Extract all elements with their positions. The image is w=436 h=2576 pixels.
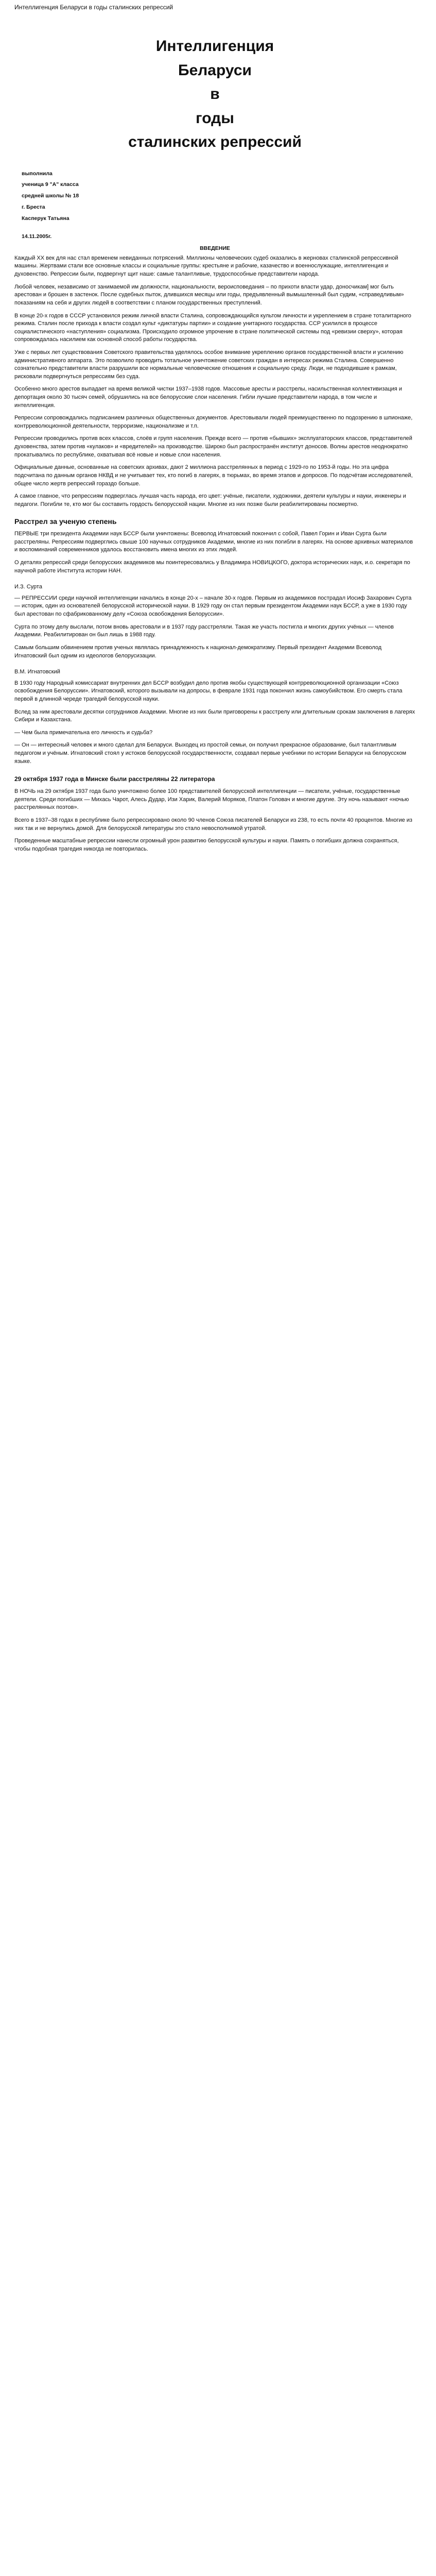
title-line-1: Интеллигенция xyxy=(155,38,274,55)
paragraph: — Он — интересный человек и много сделал для Беларуси. Выходец из простой семьи, он получил прекрасное образование, был талантливым педагогом и учёным. Игнатовский стоял у истоков белорусской государственности, создавал первые учебники по истории Беларуси на белорусском языке. xyxy=(14,742,407,765)
meta-line: г. Бреста xyxy=(22,204,45,211)
paragraph: О деталях репрессий среди белорусских академиков мы поинтересовались у Владимира НОВИЦКОГО, доктора исторических наук, и.о. секретаря по научной работе Института истории НАН. xyxy=(14,560,410,574)
meta-line: выполнила xyxy=(22,170,53,177)
paragraph: Репрессии сопровождались подписанием различных общественных документов. Арестовывали людей преимущественно по подозрению в шпионаже, контрреволюционной деятельности, терроризме, национализме и т.п. xyxy=(14,415,413,429)
section-body xyxy=(14,788,415,853)
meta-line: ученица 9 "А" класса xyxy=(22,181,79,188)
paragraph: Всего в 1937–38 годах в республике было репрессировано около 90 членов Союза писателей Беларуси из 238, то есть почти 40 процентов. Многие из них так и не вернулись домой. Для белорусской литературы это стало невосполнимой утратой. xyxy=(14,817,412,832)
paragraph: Уже с первых лет существования Советского правительства уделялось особое внимание укреплению органов государственной власти и усилению административного аппарата. Это позволило проводить тотальное уничтожение советских граждан в интересах режима Сталина. Совершенно сознательно представители власти разрушили все нормальные человеческие отношения и социальную среду. Люди, не подходившие к рамкам, рисковали подвергнуться репрессиям без суда. xyxy=(14,349,404,380)
paragraph: Каждый ХХ век для нас стал временем невиданных потрясений. Миллионы человеческих судеб оказались в жерновах сталинской репрессивной машины. Жертвами стали все основные классы и социальные группы: крестьяне и рабочие, казачество и военнослужащие, интеллигенция и духовенство. Репрессии были, подвергнут щит наше: самые талантливые, трудоспособные представители народа. xyxy=(14,255,398,278)
section-body xyxy=(14,530,415,575)
paragraph: — Чем была примечательна его личность и судьба? xyxy=(14,729,153,736)
title-line-5: сталинских репрессий xyxy=(128,133,302,151)
document-date: 14.11.2005г. xyxy=(22,233,52,240)
paragraph: А самое главное, что репрессиям подверглась лучшая часть народа, его цвет: учёные, писатели, художники, деятели культуры и науки, инженеры и педагоги. Погибли те, кто мог бы составить гордость белорусской нации. Многие из них позже были реабилитированы посмертно. xyxy=(14,493,406,507)
intro-heading: ВВЕДЕНИЕ xyxy=(200,245,230,251)
subsection-heading: В.М. Игнатовский xyxy=(14,669,60,675)
paragraph: Вслед за ним арестовали десятки сотрудников Академии. Многие из них были приговорены к расстрелу или длительным срокам заключения в лагерях Сибири и Казахстана. xyxy=(14,708,415,723)
paragraph: Проведенные масштабные репрессии нанесли огромный урон развитию белорусской культуры и науки. Память о погибших должна сохраняться, чтобы подобная трагедия никогда не повторилась. xyxy=(14,838,399,852)
paragraph: Официальные данные, основанные на советских архивах, дают 2 миллиона расстрелянных в период с 1929-го по 1953-й годы. Но эта цифра подсчитана по данным органов НКВД и не учитывает тех, кто погиб в лагерях, в тюрьмах, во время этапов и допросов. По подсчётам исследователей, общее число жертв репрессий гораздо больше. xyxy=(14,464,413,487)
paragraph: ПЕРВЫЕ три президента Академии наук БССР были уничтожены: Всеволод Игнатовский покончил с собой, Павел Горин и Иван Сурта были расстреляны. Репрессиям подверглись свыше 100 научных сотрудников Академии, многие из них погибли в лагерях. На основе архивных материалов и воспоминаний современников удалось восстановить имена многих из этих людей. xyxy=(14,531,413,553)
section-body xyxy=(14,680,415,766)
paragraph: В конце 20-х годов в СССР установился режим личной власти Сталина, сопровождающийся культом личности и укреплением в стране тоталитарного режима. Сталин после прихода к власти создал культ «диктатуры партии» и создание унитарного государства. ССР усилился в процессе социалистического «наступления» социализма. Происходило огромное упрочение в стране политической системы под «ревизии сверху», которая сопровождалась насилием как основной способ работы государства. xyxy=(14,312,411,343)
section-heading: Расстрел за ученую степень xyxy=(14,517,117,526)
meta-line: средней школы № 18 xyxy=(22,193,79,199)
paragraph: Самым большим обвинением против ученых являлась принадлежность к национал-демократизму. Первый президент Академии Всеволод Игнатовский был одним из идеологов белорусизации. xyxy=(14,644,382,659)
paragraph: Репрессии проводились против всех классов, слоёв и групп населения. Прежде всего — против «бывших» эксплуататорских классов, представителей духовенства, затем против «кулаков» и «вредителей» на производстве. Широко был распространён институт доносов. Волны арестов неоднократно прокатывались по республике, охватывая всё новые и новые слои населения. xyxy=(14,435,412,458)
meta-line: Касперук Татьяна xyxy=(22,215,69,222)
paragraph: — РЕПРЕССИИ среди научной интеллигенции начались в конце 20-х – начале 30-х годов. Первым из академиков пострадал Иосиф Захарович Сурта — историк, один из основателей белорусской исторической науки. В 1929 году он стал первым президентом Академии наук БССР, а уже в 1930 году был арестован по сфабрикованному делу «Союза освобождения Белоруссии». xyxy=(14,595,412,618)
paragraph: Любой человек, независимо от занимаемой им должности, национальности, вероисповедания – по прихоти власти удар, доносчикам] мог быть арестован и брошен в застенок. После судебных пыток, длившихся месяцы или годы, предъявленный вымышленный был судим, «справедливым» показаниям на себя и других людей в соответствии с планом государственных преступлений. xyxy=(14,283,404,306)
title-line-2: Беларуси xyxy=(178,61,252,79)
intro-body xyxy=(14,255,415,509)
title-line-3: в xyxy=(210,86,220,103)
document-page xyxy=(0,0,436,879)
paragraph: В 1930 году Народный комиссариат внутренних дел БССР возбудил дело против якобы существующей контрреволюционной организации «Союз освобождения Белоруссии». Игнатовский, которого вызывали на допросы, в феврале 1931 года покончил жизнь самоубийством. Его смерть стала первой в длинной череде трагедий белорусской науки. xyxy=(14,680,403,702)
paragraph: Особенно много арестов выпадает на время великой чистки 1937–1938 годов. Массовые аресты и расстрелы, насильственная коллективизация и депортация около 30 тысяч семей, обрушились на все белорусские слои населения. Гибли лучшие представители народа, в том числе и интеллигенция. xyxy=(14,386,402,409)
section-heading: 29 октября 1937 года в Минске были расстреляны 22 литератора xyxy=(14,775,215,783)
document-header: Интеллигенция Беларуси в годы сталинских репрессий xyxy=(14,4,173,11)
author-meta xyxy=(22,170,415,223)
title-block xyxy=(14,35,415,155)
subsection-heading: И.З. Сурта xyxy=(14,584,42,590)
paragraph: Сурта по этому делу выслали, потом вновь арестовали и в 1937 году расстреляли. Такая же участь постигла и многих других учёных — членов Академии. Реабилитирован он был лишь в 1988 году. xyxy=(14,623,394,638)
title-line-4: годы xyxy=(196,109,234,127)
paragraph: В НОЧЬ на 29 октября 1937 года было уничтожено более 100 представителей белорусской интеллигенции — писатели, учёные, государственные деятели. Среди погибших — Михась Чарот, Алесь Дудар, Изи Харик, Валерий Моряков, Платон Головач и многие другие. Эту ночь называют «ночью расстрелянных поэтов». xyxy=(14,788,409,811)
section-body xyxy=(14,595,415,660)
